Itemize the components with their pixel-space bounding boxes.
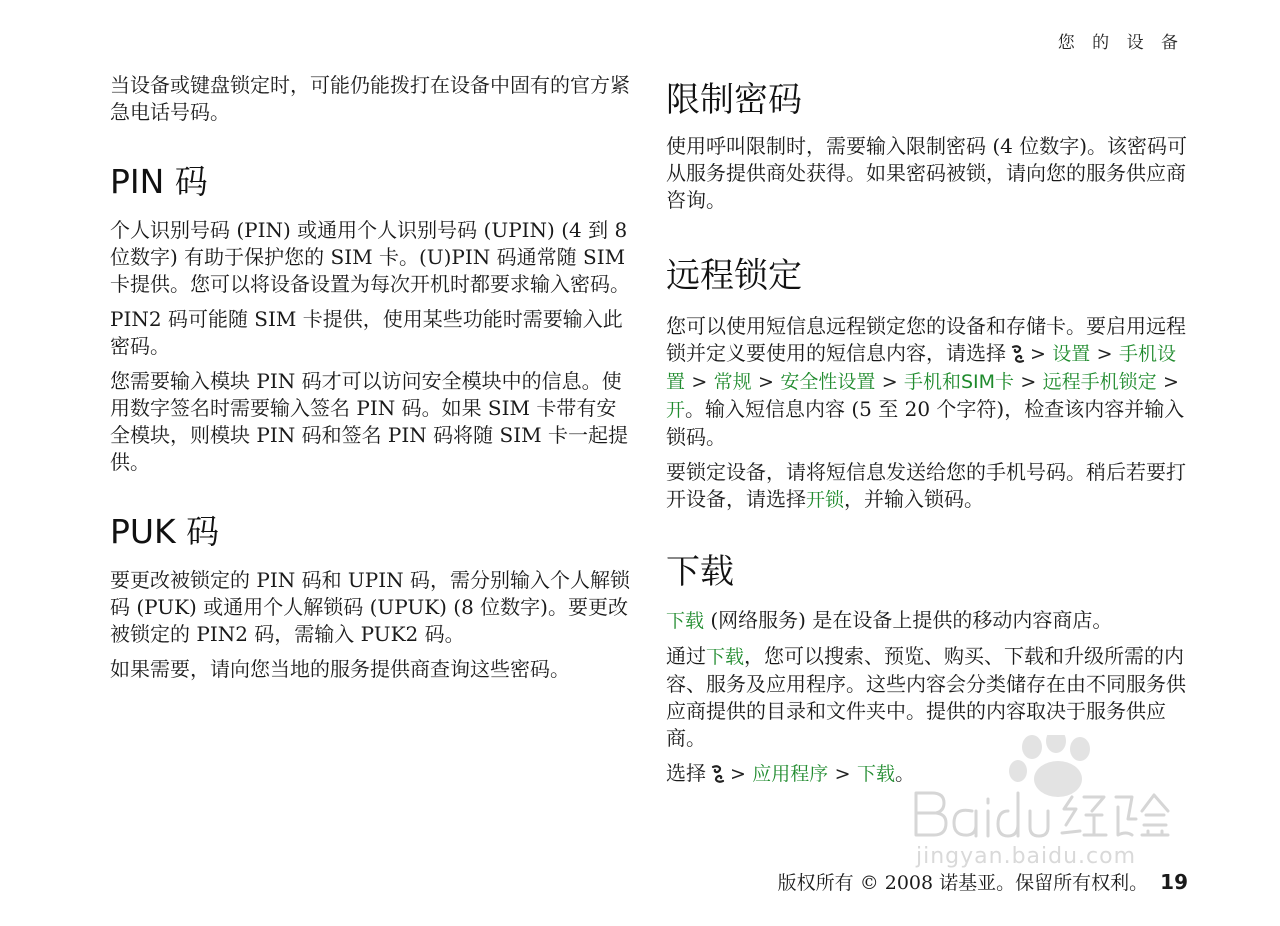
watermark-url: jingyan.baidu.com: [916, 844, 1137, 869]
path-separator: >: [730, 763, 746, 785]
puk-paragraph-2: 如果需要，请向您当地的服务提供商查询这些密码。: [110, 657, 570, 681]
intro-paragraph: 当设备或键盘锁定时，可能仍能拨打在设备中固有的官方紧急电话号码。: [110, 73, 630, 124]
page-number: 19: [1160, 870, 1188, 894]
pin-paragraph-1: 个人识别号码 (PIN) 或通用个人识别号码 (UPIN) (4 到 8 位数字) 有助于保护您的 SIM 卡。(U)PIN 码通常随 SIM 卡提供。您可以将设备设置为每次开机时都要求输入密码。: [110, 218, 630, 296]
menu-path-settings: 设置: [1052, 343, 1091, 365]
download-term: 下载: [666, 610, 705, 632]
menu-path-on: 开: [666, 399, 686, 421]
download-details: ，您可以搜索、预览、购买、下载和升级所需的内容、服务及应用程序。这些内容会分类储存在由不同服务供应商提供的目录和文件夹中。提供的内容取决于服务供应商。: [666, 644, 1186, 750]
download-select-tail: 。: [894, 761, 915, 785]
puk-paragraph-1: 要更改被锁定的 PIN 码和 UPIN 码，需分别输入个人解锁码 (PUK) 或通用个人解锁码 (UPUK) (8 位数字)。要更改被锁定的 PIN2 码，需输入 PUK2 码。: [110, 568, 630, 646]
path-separator: >: [758, 371, 774, 393]
menu-path-remote-lock: 远程手机锁定: [1042, 371, 1157, 393]
download-paragraph-3: [666, 760, 1192, 788]
running-header: 您 的 设 备: [1057, 33, 1184, 53]
path-separator: >: [1030, 343, 1046, 365]
remote-lock-intro-text: 您可以使用短信息远程锁定您的设备和存储卡。要启用远程锁并定义要使用的短信息内容，请选择: [666, 314, 1186, 365]
menu-path-download: 下载: [856, 763, 895, 785]
right-column: [666, 72, 1192, 796]
pin-paragraph-2: PIN2 码可能随 SIM 卡提供，使用某些功能时需要输入此密码。: [110, 307, 623, 358]
copyright-notice: 版权所有 © 2008 诺基亚。保留所有权利。: [777, 872, 1149, 894]
pin-heading: PIN 码: [110, 162, 208, 201]
download-paragraph-1: [666, 607, 1192, 635]
remote-lock-paragraph-1: [666, 313, 1192, 451]
download-paragraph-2: [666, 643, 1192, 752]
menu-path-applications: 应用程序: [752, 763, 829, 785]
path-separator: >: [881, 371, 898, 393]
download-description: (网络服务) 是在设备上提供的移动内容商店。: [704, 608, 1113, 632]
page-footer: [778, 868, 1188, 895]
download-term: 下载: [706, 646, 745, 668]
left-column: [110, 72, 636, 691]
remote-lock-unlock-tail: ，并输入锁码。: [844, 487, 985, 511]
remote-lock-instructions: 。输入短信息内容 (5 至 20 个字符)，检查该内容并输入锁码。: [666, 397, 1185, 449]
menu-path-phone-settings: 手机设置: [666, 343, 1176, 393]
menu-path-unlock: 开锁: [806, 489, 845, 511]
remote-lock-paragraph-2: [666, 459, 1192, 514]
menu-path-phone-and-sim: 手机和SIM卡: [903, 371, 1015, 393]
restriction-password-paragraph: 使用呼叫限制时，需要输入限制密码 (4 位数字)。该密码可从服务提供商处获得。如果密码被锁，请向您的服务供应商咨询。: [666, 134, 1188, 212]
remote-lock-heading: 远程锁定: [666, 256, 802, 296]
path-separator: >: [834, 763, 851, 785]
menu-path-general: 常规: [713, 371, 752, 393]
path-separator: >: [691, 371, 708, 393]
download-select-text: 选择: [666, 761, 706, 785]
menu-path-security: 安全性设置: [780, 371, 876, 393]
download-via-text: 通过: [666, 644, 706, 668]
path-separator: >: [1096, 343, 1113, 365]
pin-paragraph-3: 您需要输入模块 PIN 码才可以访问安全模块中的信息。使用数字签名时需要输入签名 PIN 码。如果 SIM 卡带有安全模块，则模块 PIN 码和签名 PIN 码将随 SIM 卡一起提供。: [110, 369, 628, 474]
download-heading: 下载: [666, 552, 734, 592]
menu-key-icon: [710, 763, 726, 781]
puk-heading: PUK 码: [110, 512, 220, 551]
path-separator: >: [1163, 371, 1179, 393]
remote-lock-unlock-text: 要锁定设备，请将短信息发送给您的手机号码。稍后若要打开设备，请选择: [666, 460, 1186, 511]
restriction-password-heading: 限制密码: [666, 80, 802, 120]
menu-key-icon: [1010, 343, 1026, 361]
path-separator: >: [1020, 371, 1037, 393]
